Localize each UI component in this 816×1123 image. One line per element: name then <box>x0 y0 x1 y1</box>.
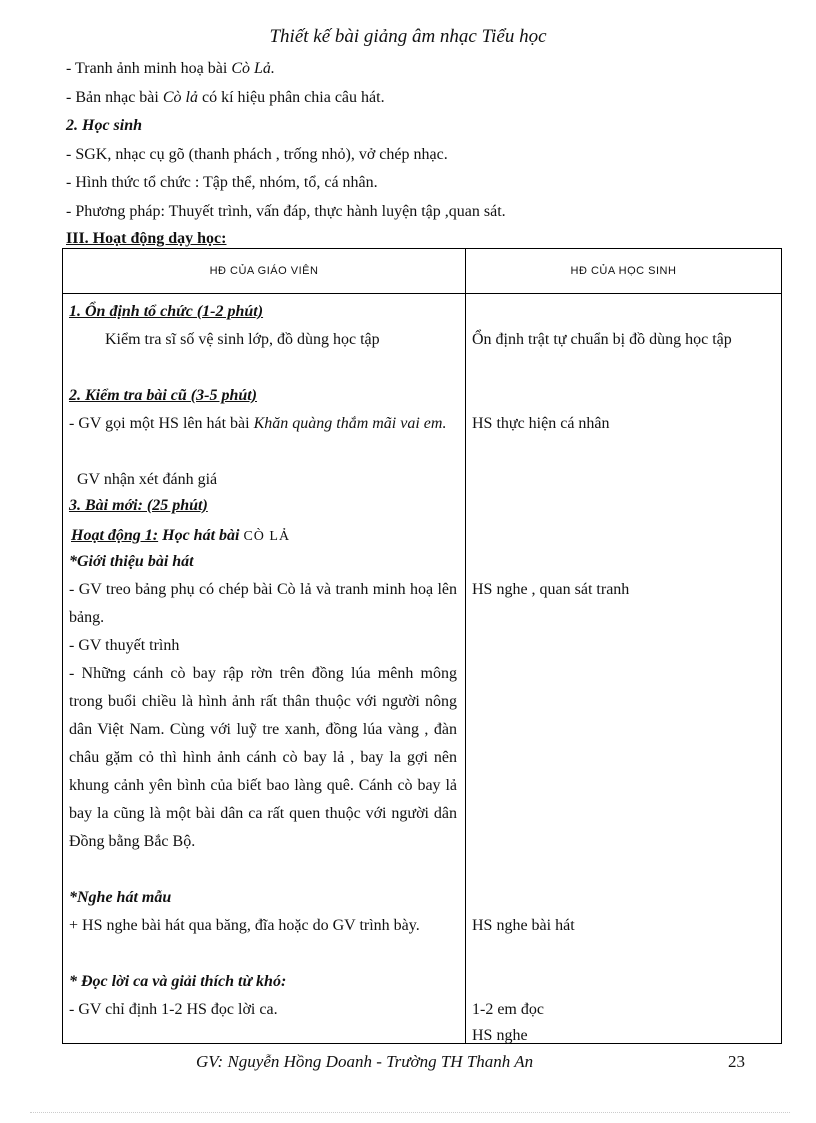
page-number: 23 <box>728 1052 745 1071</box>
organization-form-line: - Hình thức tổ chức : Tập thể, nhóm, tổ, cá nhân. <box>66 174 378 191</box>
song-intro-heading: *Giới thiệu bài hát <box>69 553 194 570</box>
song-intro-text-3: - Những cánh cò bay rập rờn trên đồng lúa mênh mông trong buổi chiều là hình ảnh rất thân thuộc với người nông dân Việt Nam. Cùng với luỹ tre xanh, đồng lúa vàng , đàn châu gặm cỏ thì hình ảnh cánh cò bay lả , bay la gợi nên khung cảnh yên bình của biết bao làng quê. Cánh cò bay lả bay la cũng là một bài dân ca rất quen thuộc với người dân Đồng bằng Bắc Bộ. <box>69 665 457 850</box>
teacher-column-header: HĐ CỦA GIÁO VIÊN <box>63 249 466 294</box>
new-lesson-heading: 3. Bài mới: (25 phút) <box>69 497 208 514</box>
student-response-1: Ổn định trật tự chuẩn bị đồ dùng học tập <box>472 331 732 348</box>
activities-table <box>62 248 782 1044</box>
review-assessment: GV nhận xét đánh giá <box>77 471 218 488</box>
read-lyrics-heading: * Đọc lời ca và giải thích từ khó: <box>69 973 287 990</box>
song-intro-text-1: - GV treo bảng phụ có chép bài Cò lả và tranh minh hoạ lên bảng. <box>69 581 457 626</box>
student-column-header: HĐ CỦA HỌC SINH <box>466 249 782 294</box>
stabilize-text: Kiểm tra sĩ số vệ sinh lớp, đồ dùng học tập <box>105 331 380 348</box>
song-intro-text-2: - GV thuyết trình <box>69 637 180 654</box>
bottom-divider <box>30 1112 790 1113</box>
method-line: - Phương pháp: Thuyết trình, vấn đáp, thực hành luyện tập ,quan sát. <box>66 203 506 220</box>
student-response-5: 1-2 em đọc <box>472 1001 544 1018</box>
students-materials-line: - SGK, nhạc cụ gõ (thanh phách , trống nhỏ), vở chép nhạc. <box>66 146 448 163</box>
review-text: - GV gọi một HS lên hát bài Khăn quàng thắm mãi vai em. <box>69 415 447 432</box>
student-activities-cell <box>466 294 782 1044</box>
review-heading: 2. Kiểm tra bài cũ (3-5 phút) <box>69 387 258 404</box>
listen-text: + HS nghe bài hát qua băng, đĩa hoặc do GV trình bày. <box>69 917 420 934</box>
footer-author: GV: Nguyễn Hồng Doanh - Trường TH Thanh An <box>196 1052 534 1071</box>
listen-heading: *Nghe hát mẫu <box>69 889 172 906</box>
teacher-activities-cell <box>63 294 466 1044</box>
student-response-6: HS nghe <box>472 1027 528 1044</box>
materials-line-2: - Bản nhạc bài Cò lả có kí hiệu phân chia câu hát. <box>66 89 385 106</box>
student-response-2: HS thực hiện cá nhân <box>472 415 610 432</box>
section-2-title: 2. Học sinh <box>66 117 143 134</box>
activity-1-line: Hoạt động 1: Học hát bài CÒ LẢ <box>71 527 291 544</box>
read-lyrics-text: - GV chỉ định 1-2 HS đọc lời ca. <box>69 1001 278 1018</box>
materials-line-1: - Tranh ảnh minh hoạ bài Cò Lả. <box>66 60 275 77</box>
student-response-4: HS nghe bài hát <box>472 917 575 934</box>
stabilize-heading: 1. Ổn định tổ chức (1-2 phút) <box>69 303 264 320</box>
section-3-title: III. Hoạt động dạy học: <box>66 230 227 247</box>
page-header: Thiết kế bài giảng âm nhạc Tiểu học <box>269 26 547 47</box>
student-response-3: HS nghe , quan sát tranh <box>472 581 630 598</box>
